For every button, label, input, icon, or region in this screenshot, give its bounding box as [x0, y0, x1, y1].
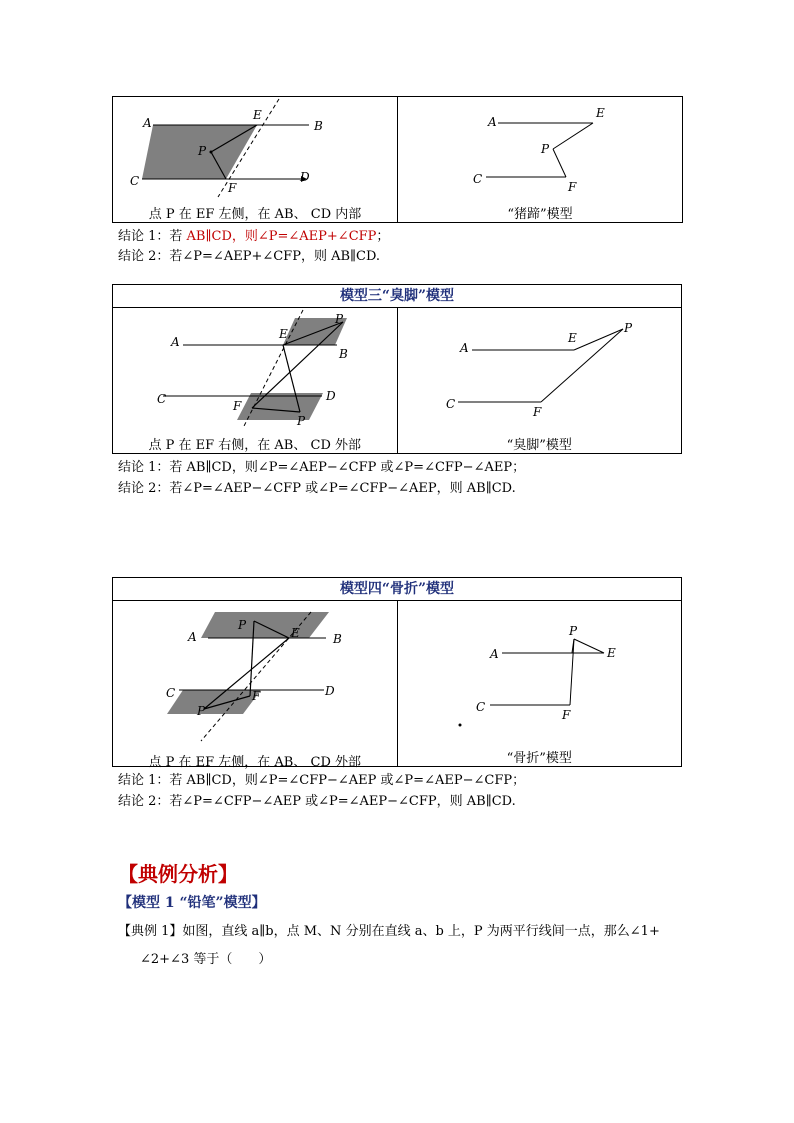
label-P: P: [238, 618, 247, 632]
label-P: P: [335, 312, 344, 326]
example-line-2: ∠2+∠3 等于（ ）: [140, 952, 272, 967]
figure-cell-left: [113, 308, 398, 454]
conclusion-2-2: 结论 2：若∠P=∠AEP−∠CFP 或∠P=∠CFP−∠AEP，则 AB∥CD.: [118, 481, 516, 496]
figure-cell-left: [113, 97, 398, 223]
label-C: C: [475, 700, 485, 714]
label-A: A: [188, 630, 197, 644]
label-P: P: [568, 624, 577, 638]
label-F: F: [532, 405, 541, 419]
label-C: C: [473, 172, 483, 186]
label-E: E: [596, 106, 605, 120]
label-A: A: [459, 341, 469, 355]
label-E: E: [253, 108, 262, 122]
label-C: C: [445, 397, 455, 411]
diagram-smelly-foot-model: [398, 308, 682, 454]
label-C: C: [166, 686, 176, 700]
label-E: E: [291, 626, 300, 640]
label-P2: P: [297, 414, 306, 428]
figure-cell-right: [397, 601, 682, 767]
label-A: A: [488, 115, 497, 129]
right-caption: “猪蹄”模型: [507, 207, 573, 222]
label-E: E: [567, 331, 577, 345]
label-B: B: [339, 347, 348, 361]
left-caption: 点 P 在 EF 右侧，在 AB、 CD 外部: [148, 438, 361, 453]
label-B: B: [314, 119, 323, 133]
table-header: 模型三“臭脚”模型: [113, 285, 682, 308]
figure-cell-right: [398, 97, 683, 223]
label-P: P: [623, 321, 632, 335]
label-F: F: [568, 180, 577, 194]
label-A: A: [143, 116, 152, 130]
section-title: 【典例分析】: [118, 862, 238, 886]
label-P: P: [541, 142, 550, 156]
diagram-smelly-foot-shaded: [113, 308, 397, 454]
label-A: A: [489, 647, 499, 661]
conclusion-1-1: 结论 1：若 AB∥CD，则∠P=∠AEP+∠CFP；: [118, 229, 390, 244]
label-E: E: [606, 646, 616, 660]
conclusion-3-2: 结论 2：若∠P=∠CFP−∠AEP 或∠P=∠AEP−∠CFP，则 AB∥CD.: [118, 794, 516, 809]
label-B: B: [333, 632, 342, 646]
table-header: 模型四“骨折”模型: [113, 578, 682, 601]
figure-table-1: [112, 96, 683, 223]
conclusion-3-1: 结论 1：若 AB∥CD，则∠P=∠CFP−∠AEP 或∠P=∠AEP−∠CFP；: [118, 773, 526, 788]
label-F: F: [233, 399, 242, 413]
model-subtitle: 【模型 1 “铅笔”模型】: [118, 895, 266, 911]
example-line-1: 【典例 1】如图，直线 a∥b，点 M、N 分别在直线 a、b 上，P 为两平行线间一点，那么∠1+: [118, 924, 660, 939]
figure-cell-left: [113, 601, 398, 770]
label-E: E: [279, 327, 288, 341]
label-F: F: [561, 708, 570, 722]
label-D: D: [326, 389, 336, 403]
figure-cell-right: [397, 308, 682, 454]
conclusion-1-2: 结论 2：若∠P=∠AEP+∠CFP，则 AB∥CD.: [118, 249, 381, 264]
example-1: [118, 918, 688, 974]
label-C: C: [130, 174, 140, 188]
left-caption: 点 P 在 EF 左侧，在 AB、 CD 内部: [148, 207, 362, 222]
label-F: F: [228, 181, 237, 195]
figure-table-3: [112, 577, 682, 770]
left-caption: 点 P 在 EF 左侧，在 AB、 CD 外部: [148, 755, 361, 770]
label-P: P: [198, 144, 207, 158]
conclusion-2-1: 结论 1：若 AB∥CD，则∠P=∠AEP−∠CFP 或∠P=∠CFP−∠AEP；: [118, 460, 526, 475]
diagram-fracture-model: [398, 601, 682, 767]
diagram-fracture-shaded: [113, 601, 397, 767]
label-D: D: [300, 170, 310, 184]
right-caption: “骨折”模型: [506, 751, 572, 766]
label-C: C: [157, 392, 167, 406]
label-D: D: [325, 684, 335, 698]
figure-table-2: [112, 284, 682, 454]
label-A: A: [171, 335, 180, 349]
label-P2: P: [197, 704, 206, 718]
right-caption: “臭脚”模型: [506, 438, 572, 453]
label-F: F: [252, 689, 261, 703]
